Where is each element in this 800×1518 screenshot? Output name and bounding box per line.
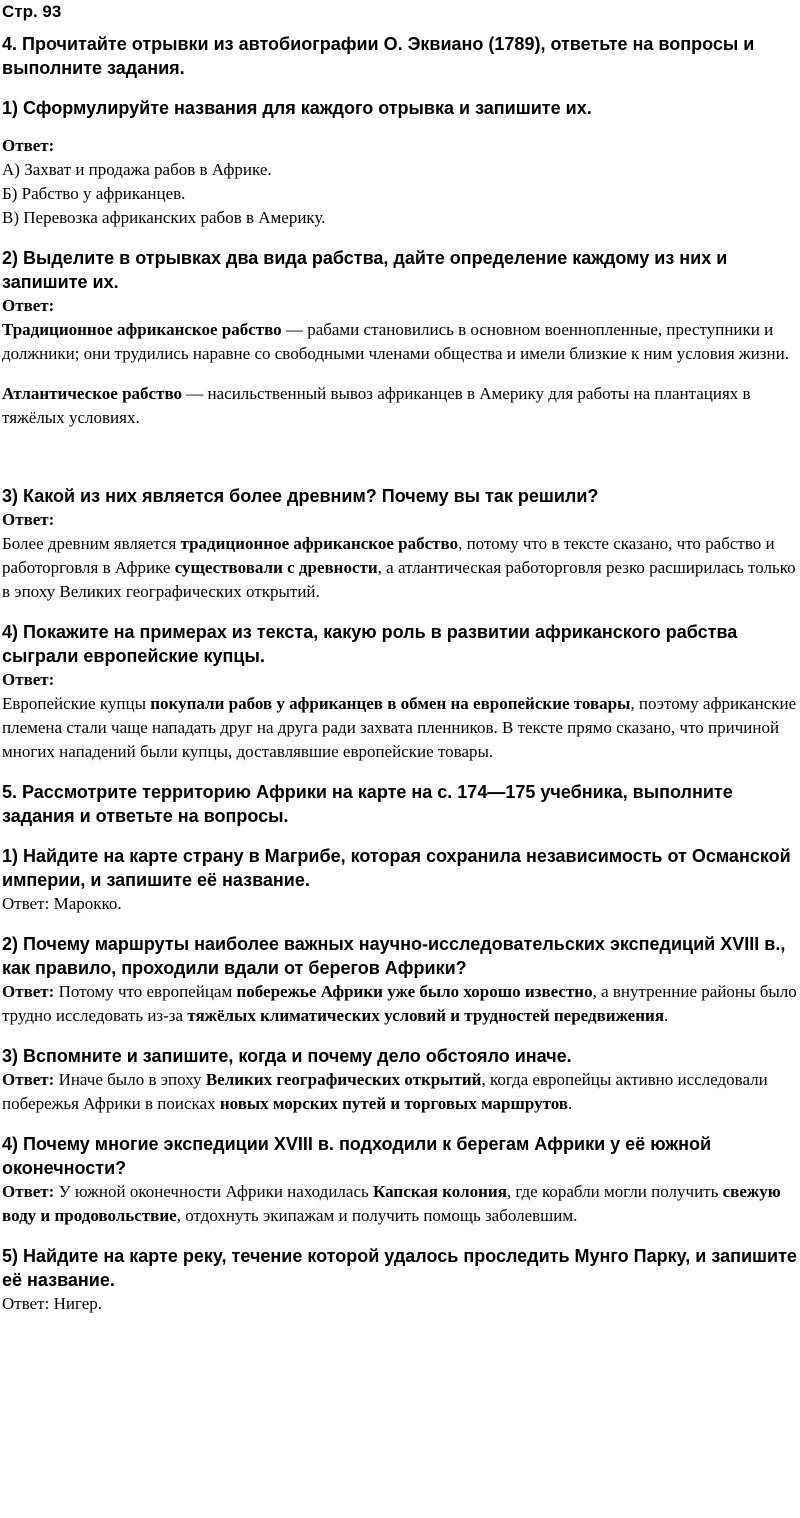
answer-label: Ответ: [2, 136, 55, 155]
bold-run: новых морских путей и торговых маршрутов [219, 1094, 568, 1113]
text-run: У южной оконечности Африки находилась [54, 1182, 374, 1201]
bold-run: побережье Африки уже было хорошо известно [236, 982, 593, 1001]
text-run: Европейские купцы [2, 694, 151, 713]
task-5-title: 5. Рассмотрите территорию Африки на карте на с. 174—175 учебника, выполните задания и ответьте на вопросы. [2, 782, 733, 826]
text-run: . [664, 1006, 669, 1025]
bold-run: покупали рабов у африканцев в обмен на европейские товары [150, 694, 631, 713]
task-5-question-2: 2) Почему маршруты наиболее важных научно-исследовательских экспедиций XVIII в., как правило, проходили вдали от берегов Африки? [2, 934, 786, 978]
text-run: Иначе было в эпоху [54, 1070, 206, 1089]
answer-text [2, 532, 798, 604]
text-run: . [567, 1094, 573, 1113]
text-run: Более древним является [2, 534, 181, 553]
text-run: , когда европейцы активно исследовали побережья Африки в поисках [2, 1070, 768, 1113]
bold-run: свежую воду и продовольствие [2, 1182, 781, 1225]
bold-run: Капская колония [373, 1182, 507, 1201]
task-4-question-4: 4) Покажите на примерах из текста, какую роль в развитии африканского рабства сыграли европейские купцы. [2, 622, 738, 666]
bold-run: традиционное африканское рабство [180, 534, 459, 553]
answer-text [2, 1180, 798, 1228]
text-run: , потому что в тексте сказано, что рабство и работорговля в Африке [2, 534, 775, 577]
text-run: , где корабли могли получить [506, 1182, 723, 1201]
answer-label: Ответ: [2, 1182, 55, 1201]
task-5-question-1: 1) Найдите на карте страну в Магрибе, которая сохранила независимость от Османской империи, и запишите её название. [2, 846, 791, 890]
answer-label: Ответ: [2, 670, 55, 689]
document-page [2, 0, 798, 1316]
definition-text: — насильственный вывоз африканцев в Америку для работы на плантациях в тяжёлых условиях. [2, 384, 751, 427]
page-label: Стр. 93 [2, 2, 62, 21]
task-4-title: 4. Прочитайте отрывки из автобиографии О. Эквиано (1789), ответьте на вопросы и выполните задания. [2, 34, 755, 78]
task-4-question-2: 2) Выделите в отрывках два вида рабства, дайте определение каждому из них и запишите их. [2, 248, 728, 292]
bold-run: Великих географических открытий [205, 1070, 482, 1089]
text-run: , а атлантическая работорговля резко расширилась только в эпоху Великих географических открытий. [2, 558, 796, 601]
bold-run: существовали с древности [174, 558, 378, 577]
answer-label: Ответ: [2, 510, 55, 529]
task-5-question-3: 3) Вспомните и запишите, когда и почему дело обстояло иначе. [2, 1046, 572, 1066]
answer-label: Ответ: [2, 1070, 55, 1089]
task-4-question-3: 3) Какой из них является более древним? Почему вы так решили? [2, 486, 599, 506]
definition-traditional-slavery [2, 318, 798, 366]
answer-item-b: Б) Рабство у африканцев. [2, 184, 186, 203]
answer-text: Ответ: Нигер. [2, 1294, 102, 1313]
task-5-question-4: 4) Почему многие экспедиции XVIII в. подходили к берегам Африки у её южной оконечности? [2, 1134, 712, 1178]
text-run: , отдохнуть экипажам и получить помощь заболевшим. [176, 1206, 578, 1225]
answer-text: Ответ: Марокко. [2, 894, 122, 913]
bold-run: тяжёлых климатических условий и трудностей передвижения [187, 1006, 665, 1025]
definition-text: — рабами становились в основном военнопленные, преступники и должники; они трудились наравне со свободными членами общества и имели близкие к ним условия жизни. [2, 320, 789, 363]
term-atlantic-slavery: Атлантическое рабство [2, 384, 183, 403]
definition-atlantic-slavery [2, 382, 798, 430]
answer-label: Ответ: [2, 982, 55, 1001]
answer-item-a: А) Захват и продажа рабов в Африке. [2, 160, 272, 179]
answer-label: Ответ: [2, 296, 55, 315]
answer-item-c: В) Перевозка африканских рабов в Америку. [2, 208, 326, 227]
answer-text [2, 1068, 798, 1116]
answer-text [2, 980, 798, 1028]
text-run: , поэтому африканские племена стали чаще нападать друг на друга ради захвата пленников. В тексте прямо сказано, что причиной многих нападений были купцы, доставлявшие европейские товары. [2, 694, 797, 761]
text-run: Потому что европейцам [54, 982, 237, 1001]
term-traditional-slavery: Традиционное африканское рабство [2, 320, 282, 339]
answer-text [2, 692, 798, 764]
text-run: , а внутренние районы было трудно исследовать из-за [2, 982, 797, 1025]
task-4-question-1: 1) Сформулируйте названия для каждого отрывка и запишите их. [2, 98, 592, 118]
task-5-question-5: 5) Найдите на карте реку, течение которой удалось проследить Мунго Парку, и запишите её название. [2, 1246, 797, 1290]
